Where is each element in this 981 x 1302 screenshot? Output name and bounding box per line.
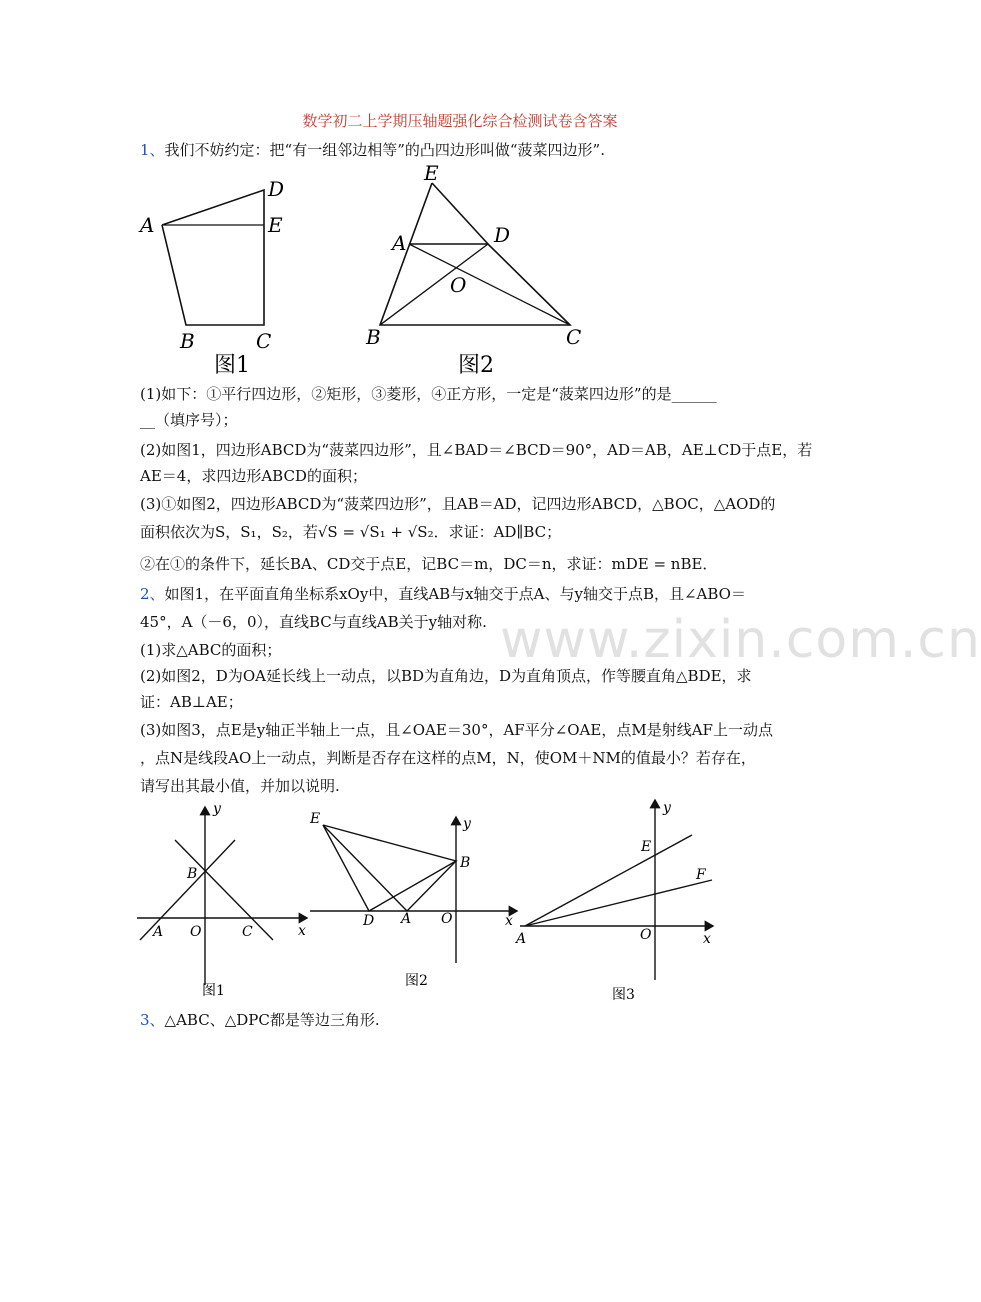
g2-label-d: D [363, 913, 375, 929]
g2-label-o: O [441, 911, 453, 927]
document-title: 数学初二上学期压轴题强化综合检测试卷含答案 [302, 112, 618, 130]
q2-line2: 45°，A（－6，0），直线BC与直线AB关于y轴对称. [140, 613, 487, 631]
watermark: www.zixin.com.cn [500, 610, 981, 670]
q1-part3-line3: ②在①的条件下，延长BA、CD交于点E，记BC＝m，DC＝n，求证：mDE = nBE． [140, 555, 718, 573]
figure-1 [138, 177, 284, 378]
figure-2 [365, 161, 581, 378]
g3-label-f: F [696, 867, 706, 883]
fig2-label-c: C [566, 325, 582, 349]
q2-line7: ，点N是线段AO上一动点，判断是否存在这样的点M，N，使OM＋NM的值最小？若存在， [140, 749, 756, 767]
g3-label-e: E [641, 839, 652, 855]
fig2-label-d: D [494, 223, 511, 247]
g2-label-y: y [463, 816, 471, 832]
fig2-label-b: B [366, 325, 381, 349]
q2-figures [135, 795, 725, 1010]
fig2-label-a: A [392, 231, 407, 255]
q1-number: 1、 [140, 141, 165, 159]
fig1-label-e: E [268, 213, 283, 237]
q1-part3-line1: (3)①如图2，四边形ABCD为“菠菜四边形”，且AB＝AD，记四边形ABCD，△BOC，△AOD的 [140, 495, 776, 513]
q1-part2-line1: (2)如图1，四边形ABCD为“菠菜四边形”，且∠BAD＝∠BCD＝90°，AD＝AB，AE⊥CD于点E，若 [140, 441, 813, 459]
graph-3 [514, 800, 713, 1003]
fig2-caption: 图2 [458, 353, 494, 378]
g3-label-x: x [703, 931, 711, 947]
g3-caption: 图3 [612, 987, 635, 1003]
q2-line6: (3)如图3，点E是y轴正半轴上一点，且∠OAE＝30°，AF平分∠OAE，点M是射线AF上一动点 [140, 721, 773, 739]
q1-part2-line2: AE＝4，求四边形ABCD的面积； [140, 467, 367, 485]
q1-part1-line1: (1)如下：①平行四边形，②矩形，③菱形，④正方形，一定是“菠菜四边形”的是______ [140, 385, 717, 403]
fig1-caption: 图1 [214, 353, 250, 378]
q1-stem [140, 140, 790, 160]
g1-label-o: O [190, 924, 202, 940]
g3-label-o: O [640, 927, 652, 943]
fig1-label-d: D [268, 177, 285, 201]
graph-1 [137, 801, 307, 999]
q2-number: 2、 [140, 585, 165, 603]
fig1-label-c: C [256, 329, 272, 353]
q2-line3: (1)求△ABC的面积； [140, 641, 282, 659]
q2-line5: 证：AB⊥AE； [140, 693, 243, 711]
q2-stem [140, 584, 790, 604]
g2-label-x: x [505, 913, 513, 929]
g1-label-b: B [187, 866, 198, 882]
fig1-label-b: B [180, 329, 195, 353]
q2-line4: (2)如图2，D为OA延长线上一动点，以BD为直角边，D为直角顶点，作等腰直角△BDE，求 [140, 667, 752, 685]
g2-label-a: A [401, 911, 412, 927]
g2-label-e: E [310, 811, 321, 827]
fig2-label-e: E [424, 161, 439, 185]
g2-caption: 图2 [405, 973, 428, 989]
q3-stem [140, 1010, 790, 1030]
q3-text: △ABC、△DPC都是等边三角形. [164, 1011, 380, 1029]
g1-label-x: x [298, 923, 306, 939]
q3-number: 3、 [140, 1011, 165, 1029]
graph-2 [309, 811, 517, 989]
fig1-label-a: A [140, 213, 155, 237]
fig2-label-o: O [450, 273, 467, 297]
g2-label-b: B [460, 855, 471, 871]
g1-label-c: C [242, 924, 253, 940]
g3-label-a: A [516, 931, 527, 947]
q2-line1: 如图1，在平面直角坐标系xOy中，直线AB与x轴交于点A、与y轴交于点B，且∠ABO＝ [164, 585, 746, 603]
q2-line8: 请写出其最小值，并加以说明. [140, 777, 340, 795]
g3-label-y: y [663, 800, 671, 816]
g1-label-y: y [213, 801, 221, 817]
g1-caption: 图1 [202, 983, 225, 999]
q1-text: 我们不妨约定：把“有一组邻边相等”的凸四边形叫做“菠菜四边形”. [164, 141, 605, 159]
q1-figures [130, 160, 582, 380]
g1-label-a: A [153, 924, 164, 940]
q1-part1-line2: __（填序号）； [140, 411, 238, 429]
q1-part3-line2: 面积依次为S，S₁，S₂，若√S = √S₁ + √S₂．求证：AD∥BC； [140, 523, 562, 541]
